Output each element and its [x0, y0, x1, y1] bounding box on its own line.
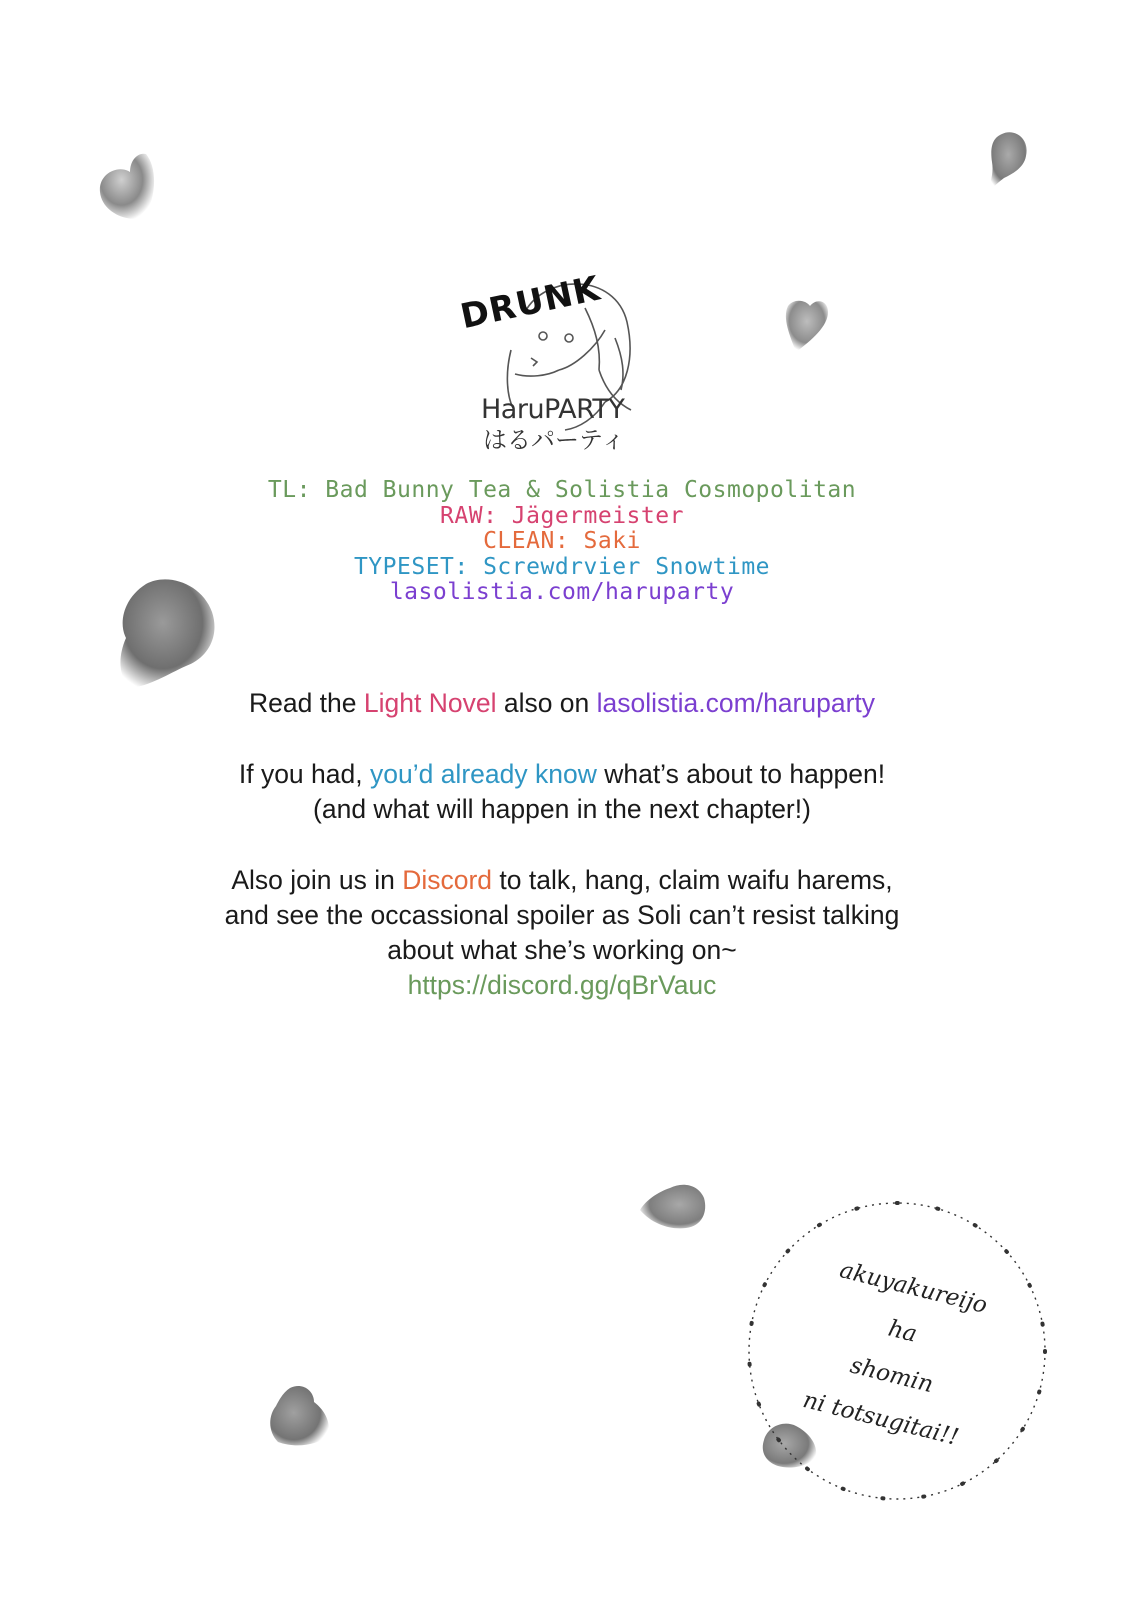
title-stamp	[742, 1196, 1052, 1506]
text: If you had,	[238, 759, 370, 789]
stamp-line: ha	[885, 1315, 920, 1348]
paragraph-line	[140, 863, 984, 898]
stamp-line: shomin	[847, 1352, 936, 1399]
paragraph-line: and see the occassional spoiler as Soli can’t resist talking	[224, 900, 900, 930]
logo-name-japanese: はるパーティ	[483, 426, 626, 454]
logo-badge-text: DRUNK	[457, 268, 605, 338]
petal-decoration	[984, 128, 1034, 198]
stamp-line: akuyakureijo	[837, 1257, 990, 1319]
discord-paragraph	[140, 863, 984, 1003]
credit-raw: RAW: Jägermeister	[440, 502, 684, 529]
paragraph-line: (and what will happen in the next chapter!)	[313, 794, 811, 824]
light-novel-paragraph	[140, 686, 984, 721]
credit-clean: CLEAN: Saki	[483, 528, 641, 554]
haruparty-logo	[455, 268, 655, 454]
site-link[interactable]: lasolistia.com/haruparty	[596, 688, 876, 718]
spoiler-paragraph	[140, 757, 984, 827]
already-know-highlight: you’d already know	[369, 759, 597, 789]
stamp-line: ni totsugitai!!	[800, 1387, 962, 1451]
text: Read the	[248, 688, 364, 718]
credit-typeset: TYPESET: Screwdrvier Snowtime	[353, 553, 771, 580]
petal-decoration	[782, 296, 830, 354]
paragraph-line	[140, 686, 984, 721]
text: what’s about to happen!	[596, 759, 886, 789]
discord-link[interactable]: https://discord.gg/qBrVauc	[407, 970, 717, 1000]
credits-block	[160, 478, 964, 606]
text: also on	[496, 688, 597, 718]
text: Also join us in	[231, 865, 403, 895]
discord-highlight: Discord	[402, 865, 493, 895]
credit-translator: TL: Bad Bunny Tea & Solistia Cosmopolitan	[267, 477, 857, 503]
paragraph-line	[140, 757, 984, 792]
light-novel-highlight: Light Novel	[363, 688, 497, 718]
logo-name: HaruPARTY	[481, 394, 625, 425]
credit-site-link[interactable]: lasolistia.com/haruparty	[389, 579, 735, 605]
petal-decoration	[636, 1180, 708, 1232]
text: to talk, hang, claim waifu harems,	[492, 865, 893, 895]
petal-decoration	[266, 1384, 336, 1448]
paragraph-line: about what she’s working on~	[387, 935, 737, 965]
petal-decoration	[96, 150, 160, 222]
